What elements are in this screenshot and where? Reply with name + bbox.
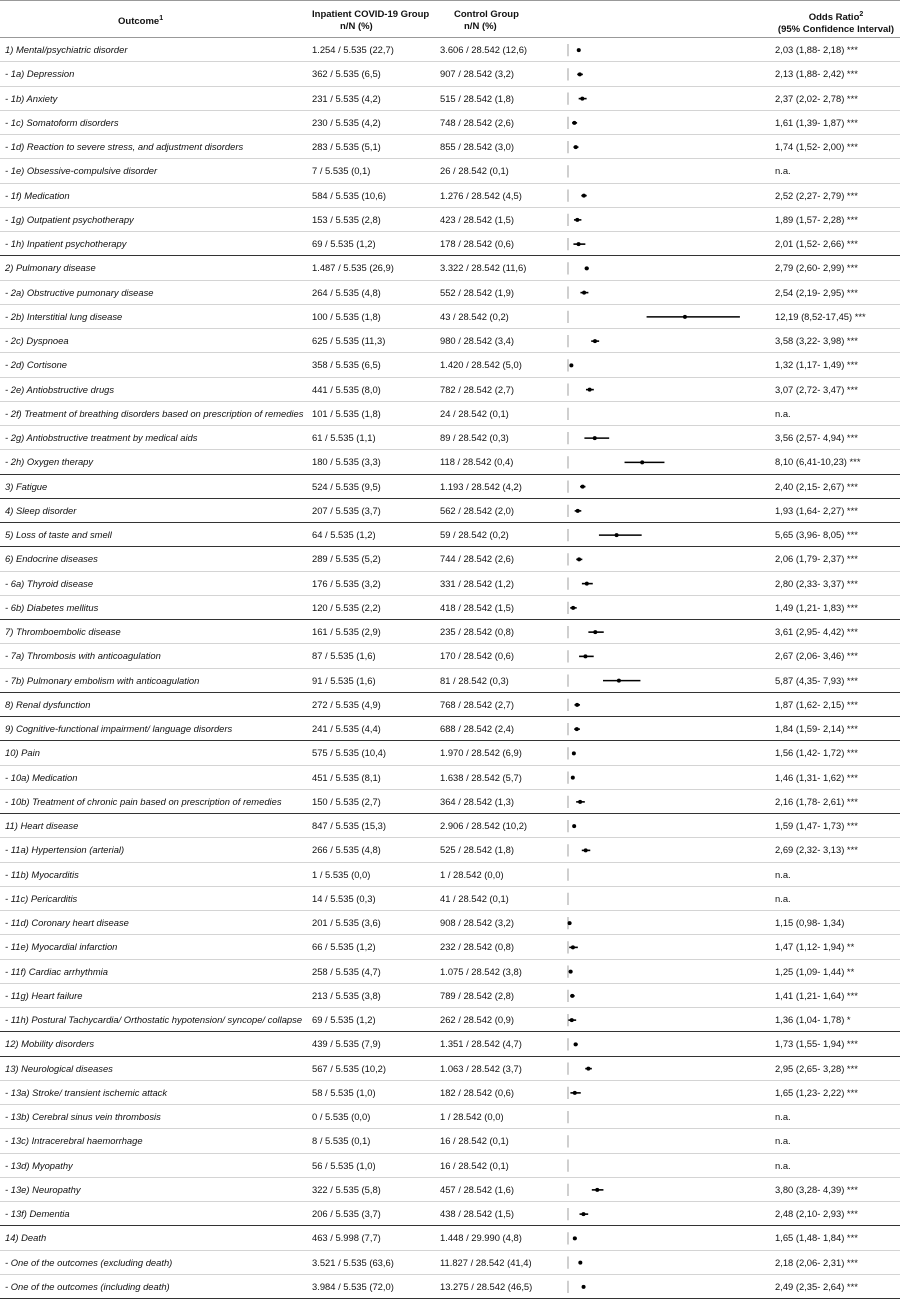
- control-count-cell: 688 / 28.542 (2,4): [440, 723, 515, 734]
- outcome-cell: - One of the outcomes (excluding death): [5, 1256, 173, 1268]
- covid-count-cell: 69 / 5.535 (1,2): [312, 238, 376, 249]
- covid-count-cell: 3.984 / 5.535 (72,0): [312, 1280, 394, 1292]
- outcome-cell: 3) Fatigue: [5, 480, 48, 492]
- outcome-cell: - 1c) Somatoform disorders: [5, 116, 119, 128]
- control-count-cell: 1.075 / 28.542 (3,8): [440, 965, 522, 977]
- table-row: [0, 111, 900, 135]
- odds-ratio-cell: 2,40 (2,15- 2,67) ***: [775, 480, 858, 492]
- odds-ratio-cell: 2,54 (2,19- 2,95) ***: [775, 286, 858, 298]
- covid-count-cell: 289 / 5.535 (5,2): [312, 553, 381, 565]
- covid-count-cell: 207 / 5.535 (3,7): [312, 504, 381, 516]
- covid-count-cell: 0 / 5.535 (0,0): [312, 1111, 371, 1122]
- covid-count-cell: 7 / 5.535 (0,1): [312, 165, 371, 177]
- odds-ratio-cell: 1,41 (1,21- 1,64) ***: [775, 989, 858, 1001]
- control-count-cell: 331 / 28.542 (1,2): [440, 577, 515, 589]
- odds-ratio-cell: n.a.: [775, 892, 791, 904]
- covid-count-cell: 283 / 5.535 (5,1): [312, 141, 381, 152]
- table-row: [0, 353, 900, 377]
- outcome-cell: - 13f) Dementia: [5, 1208, 70, 1219]
- odds-ratio-cell: 1,32 (1,17- 1,49) ***: [775, 359, 858, 371]
- odds-ratio-cell: 2,69 (2,32- 3,13) ***: [775, 844, 858, 856]
- table-row: [0, 935, 900, 959]
- odds-ratio-cell: 1,61 (1,39- 1,87) ***: [775, 116, 858, 128]
- control-count-cell: 782 / 28.542 (2,7): [440, 383, 515, 395]
- covid-count-cell: 180 / 5.535 (3,3): [312, 456, 381, 468]
- table-row: [0, 62, 900, 86]
- table-row: [0, 329, 900, 353]
- table-row: [0, 1154, 900, 1178]
- outcome-cell: - 6b) Diabetes mellitus: [5, 601, 99, 613]
- odds-ratio-cell: 2,13 (1,88- 2,42) ***: [775, 68, 858, 80]
- outcome-cell: - 11a) Hypertension (arterial): [5, 844, 125, 856]
- control-count-cell: 3.606 / 28.542 (12,6): [440, 44, 528, 55]
- table-row: [0, 1008, 900, 1032]
- control-count-cell: 1.638 / 28.542 (5,7): [440, 771, 522, 783]
- outcome-cell: 9) Cognitive-functional impairment/ language disorders: [5, 723, 233, 734]
- outcome-cell: - 13c) Intracerebral haemorrhage: [5, 1135, 143, 1147]
- control-count-cell: 26 / 28.542 (0,1): [440, 165, 509, 177]
- table-row: [0, 1032, 900, 1056]
- table-row: [0, 256, 900, 280]
- outcome-cell: 1) Mental/psychiatric disorder: [5, 44, 128, 55]
- control-count-cell: 89 / 28.542 (0,3): [440, 432, 509, 443]
- odds-ratio-cell: 1,36 (1,04- 1,78) *: [775, 1014, 851, 1025]
- odds-ratio-cell: 1,56 (1,42- 1,72) ***: [775, 747, 858, 759]
- outcome-cell: - 2f) Treatment of breathing disorders based on prescription of remedies: [5, 407, 304, 419]
- outcome-cell: - One of the outcomes (including death): [5, 1280, 170, 1292]
- control-count-cell: 744 / 28.542 (2,6): [440, 553, 515, 565]
- control-count-cell: 232 / 28.542 (0,8): [440, 941, 515, 953]
- outcome-cell: - 7b) Pulmonary embolism with anticoagulation: [5, 674, 200, 686]
- control-count-cell: 24 / 28.542 (0,1): [440, 407, 509, 419]
- table-row: [0, 887, 900, 911]
- control-count-cell: 1 / 28.542 (0,0): [440, 1111, 504, 1122]
- outcome-cell: - 1f) Medication: [5, 189, 70, 201]
- odds-ratio-cell: 2,06 (1,79- 2,37) ***: [775, 553, 858, 565]
- outcome-cell: - 1a) Depression: [5, 68, 75, 80]
- control-count-cell: 1.351 / 28.542 (4,7): [440, 1038, 522, 1050]
- odds-ratio-cell: n.a.: [775, 1111, 791, 1122]
- table-row: [0, 984, 900, 1008]
- outcome-cell: - 13d) Myopathy: [5, 1159, 73, 1171]
- outcome-cell: 11) Heart disease: [5, 820, 79, 831]
- control-count-cell: 1.276 / 28.542 (4,5): [440, 189, 522, 201]
- table-row: [0, 281, 900, 305]
- covid-count-cell: 206 / 5.535 (3,7): [312, 1208, 381, 1219]
- control-count-cell: 3.322 / 28.542 (11,6): [440, 262, 527, 274]
- covid-count-cell: 584 / 5.535 (10,6): [312, 189, 387, 201]
- outcome-cell: - 10a) Medication: [5, 771, 78, 783]
- outcome-cell: 10) Pain: [5, 747, 40, 759]
- control-count-cell: 552 / 28.542 (1,9): [440, 286, 515, 298]
- covid-count-cell: 120 / 5.535 (2,2): [312, 601, 381, 613]
- outcome-cell: - 10b) Treatment of chronic pain based on prescription of remedies: [5, 795, 282, 807]
- covid-count-cell: 213 / 5.535 (3,8): [312, 989, 381, 1001]
- table-row: [0, 1057, 900, 1081]
- odds-ratio-cell: 3,80 (3,28- 4,39) ***: [775, 1183, 858, 1195]
- odds-ratio-cell: 5,65 (3,96- 8,05) ***: [775, 529, 858, 540]
- control-count-cell: 855 / 28.542 (3,0): [440, 141, 515, 152]
- odds-ratio-cell: 2,79 (2,60- 2,99) ***: [775, 262, 858, 274]
- covid-count-cell: 524 / 5.535 (9,5): [312, 480, 381, 492]
- outcome-cell: - 2b) Interstitial lung disease: [5, 310, 123, 322]
- odds-ratio-cell: 2,16 (1,78- 2,61) ***: [775, 795, 858, 807]
- table-row: [0, 208, 900, 232]
- outcome-cell: - 2a) Obstructive pumonary disease: [5, 286, 154, 298]
- odds-ratio-cell: 2,01 (1,52- 2,66) ***: [775, 238, 858, 249]
- covid-count-cell: 66 / 5.535 (1,2): [312, 941, 376, 953]
- control-count-cell: 16 / 28.542 (0,1): [440, 1159, 509, 1171]
- outcome-cell: - 2h) Oxygen therapy: [5, 456, 94, 468]
- table-row: [0, 693, 900, 717]
- covid-count-cell: 322 / 5.535 (5,8): [312, 1183, 381, 1195]
- table-row: [0, 402, 900, 426]
- odds-ratio-cell: 1,65 (1,48- 1,84) ***: [775, 1232, 858, 1244]
- outcome-cell: - 11f) Cardiac arrhythmia: [5, 965, 108, 977]
- table-row: [0, 547, 900, 571]
- covid-count-cell: 100 / 5.535 (1,8): [312, 310, 381, 322]
- outcome-cell: 14) Death: [5, 1232, 47, 1244]
- outcome-cell: 13) Neurological diseases: [5, 1062, 113, 1074]
- control-count-cell: 182 / 28.542 (0,6): [440, 1086, 515, 1098]
- outcome-cell: 8) Renal dysfunction: [5, 698, 91, 710]
- odds-ratio-cell: 1,47 (1,12- 1,94) **: [775, 941, 855, 953]
- control-count-cell: 11.827 / 28.542 (41,4): [440, 1256, 532, 1268]
- odds-ratio-cell: 2,67 (2,06- 3,46) ***: [775, 650, 858, 662]
- outcome-cell: - 1d) Reaction to severe stress, and adjustment disorders: [5, 141, 244, 152]
- odds-ratio-cell: 2,18 (2,06- 2,31) ***: [775, 1256, 858, 1268]
- table-row: [0, 863, 900, 887]
- odds-ratio-cell: 1,46 (1,31- 1,62) ***: [775, 771, 858, 783]
- outcome-cell: - 1g) Outpatient psychotherapy: [5, 213, 134, 225]
- odds-ratio-cell: 3,58 (3,22- 3,98) ***: [775, 335, 858, 346]
- control-count-cell: 16 / 28.542 (0,1): [440, 1135, 509, 1147]
- covid-count-cell: 258 / 5.535 (4,7): [312, 965, 381, 977]
- odds-ratio-cell: 3,61 (2,95- 4,42) ***: [775, 626, 858, 637]
- covid-count-cell: 91 / 5.535 (1,6): [312, 674, 376, 686]
- control-count-cell: 81 / 28.542 (0,3): [440, 674, 509, 686]
- odds-ratio-cell: n.a.: [775, 1159, 791, 1171]
- outcome-cell: - 11d) Coronary heart disease: [5, 917, 129, 928]
- covid-count-cell: 176 / 5.535 (3,2): [312, 577, 381, 589]
- odds-ratio-cell: 3,07 (2,72- 3,47) ***: [775, 383, 858, 395]
- odds-ratio-cell: 1,87 (1,62- 2,15) ***: [775, 698, 858, 710]
- table-row: [0, 838, 900, 862]
- table-row: [0, 717, 900, 741]
- control-count-cell: 43 / 28.542 (0,2): [440, 310, 509, 322]
- outcome-cell: 4) Sleep disorder: [5, 504, 77, 516]
- table-row: [0, 499, 900, 523]
- control-count-cell: 178 / 28.542 (0,6): [440, 238, 515, 249]
- odds-ratio-cell: 2,48 (2,10- 2,93) ***: [775, 1208, 858, 1219]
- table-row: [0, 159, 900, 183]
- outcome-cell: - 2d) Cortisone: [5, 359, 68, 371]
- covid-count-cell: 1 / 5.535 (0,0): [312, 868, 371, 880]
- odds-ratio-cell: 5,87 (4,35- 7,93) ***: [775, 674, 858, 686]
- covid-count-cell: 575 / 5.535 (10,4): [312, 747, 387, 759]
- table-row: [0, 305, 900, 329]
- covid-count-cell: 451 / 5.535 (8,1): [312, 771, 381, 783]
- covid-count-cell: 441 / 5.535 (8,0): [312, 383, 381, 395]
- table-row: [0, 184, 900, 208]
- control-count-cell: 1.970 / 28.542 (6,9): [440, 747, 522, 759]
- table-row: [0, 814, 900, 838]
- control-count-cell: 457 / 28.542 (1,6): [440, 1183, 515, 1195]
- odds-ratio-cell: 2,49 (2,35- 2,64) ***: [775, 1280, 858, 1292]
- control-count-cell: 423 / 28.542 (1,5): [440, 213, 515, 225]
- covid-count-cell: 847 / 5.535 (15,3): [312, 820, 387, 831]
- covid-count-cell: 58 / 5.535 (1,0): [312, 1086, 376, 1098]
- covid-count-cell: 64 / 5.535 (1,2): [312, 529, 376, 540]
- outcome-cell: 6) Endocrine diseases: [5, 553, 98, 565]
- outcome-cell: - 2g) Antiobstructive treatment by medical aids: [5, 432, 198, 443]
- covid-count-cell: 272 / 5.535 (4,9): [312, 698, 381, 710]
- covid-count-cell: 8 / 5.535 (0,1): [312, 1135, 371, 1147]
- outcome-cell: - 2c) Dyspnoea: [5, 335, 69, 346]
- control-count-cell: 515 / 28.542 (1,8): [440, 92, 515, 104]
- table-row: [0, 1202, 900, 1226]
- table-row: [0, 669, 900, 693]
- control-count-cell: 262 / 28.542 (0,9): [440, 1014, 515, 1025]
- covid-count-cell: 439 / 5.535 (7,9): [312, 1038, 381, 1050]
- outcome-cell: 5) Loss of taste and smell: [5, 529, 112, 540]
- control-count-cell: 1.193 / 28.542 (4,2): [440, 480, 522, 492]
- control-count-cell: 1.420 / 28.542 (5,0): [440, 359, 522, 371]
- covid-count-cell: 56 / 5.535 (1,0): [312, 1159, 376, 1171]
- control-count-cell: 418 / 28.542 (1,5): [440, 601, 515, 613]
- table-row: [0, 378, 900, 402]
- control-count-cell: 170 / 28.542 (0,6): [440, 650, 515, 662]
- table-row: [0, 1226, 900, 1250]
- table-row: [0, 1105, 900, 1129]
- odds-ratio-cell: 1,93 (1,64- 2,27) ***: [775, 504, 858, 516]
- covid-count-cell: 1.487 / 5.535 (26,9): [312, 262, 394, 274]
- covid-count-cell: 69 / 5.535 (1,2): [312, 1014, 376, 1025]
- control-count-cell: 1.448 / 29.990 (4,8): [440, 1232, 522, 1244]
- control-count-cell: 980 / 28.542 (3,4): [440, 335, 515, 346]
- control-count-cell: 1 / 28.542 (0,0): [440, 868, 504, 880]
- table-row: [0, 450, 900, 474]
- table-row: [0, 135, 900, 159]
- covid-count-cell: 362 / 5.535 (6,5): [312, 68, 381, 80]
- control-count-cell: 235 / 28.542 (0,8): [440, 626, 515, 637]
- odds-ratio-cell: 2,80 (2,33- 3,37) ***: [775, 577, 858, 589]
- odds-ratio-cell: n.a.: [775, 165, 791, 177]
- table-row: [0, 960, 900, 984]
- covid-count-cell: 266 / 5.535 (4,8): [312, 844, 381, 856]
- table-row: [0, 1178, 900, 1202]
- table-row: [0, 1251, 900, 1275]
- table-row: [0, 87, 900, 111]
- odds-ratio-cell: 2,37 (2,02- 2,78) ***: [775, 92, 858, 104]
- odds-ratio-cell: 1,49 (1,21- 1,83) ***: [775, 601, 858, 613]
- control-count-cell: 562 / 28.542 (2,0): [440, 504, 515, 516]
- odds-ratio-cell: n.a.: [775, 407, 791, 419]
- outcome-cell: - 1h) Inpatient psychotherapy: [5, 238, 127, 249]
- control-count-cell: 907 / 28.542 (3,2): [440, 68, 515, 80]
- table-row: [0, 572, 900, 596]
- outcome-cell: - 2e) Antiobstructive drugs: [5, 383, 115, 395]
- table-row: [0, 644, 900, 668]
- odds-ratio-cell: 2,95 (2,65- 3,28) ***: [775, 1062, 858, 1074]
- control-count-cell: 525 / 28.542 (1,8): [440, 844, 515, 856]
- covid-count-cell: 358 / 5.535 (6,5): [312, 359, 381, 371]
- covid-count-cell: 150 / 5.535 (2,7): [312, 795, 381, 807]
- outcome-cell: - 1b) Anxiety: [5, 92, 58, 104]
- odds-ratio-cell: 12,19 (8,52-17,45) ***: [775, 310, 866, 322]
- odds-ratio-cell: 1,74 (1,52- 2,00) ***: [775, 141, 858, 152]
- odds-ratio-cell: n.a.: [775, 868, 791, 880]
- control-count-cell: 908 / 28.542 (3,2): [440, 917, 515, 928]
- outcome-cell: - 11b) Myocarditis: [5, 868, 79, 880]
- table-row: [0, 741, 900, 765]
- odds-ratio-cell: 1,25 (1,09- 1,44) **: [775, 965, 855, 977]
- covid-count-cell: 230 / 5.535 (4,2): [312, 116, 381, 128]
- outcome-cell: - 11g) Heart failure: [5, 989, 83, 1001]
- control-count-cell: 41 / 28.542 (0,1): [440, 892, 509, 904]
- control-count-cell: 768 / 28.542 (2,7): [440, 698, 515, 710]
- odds-ratio-cell: 8,10 (6,41-10,23) ***: [775, 456, 861, 468]
- table-row: [0, 911, 900, 935]
- covid-count-cell: 153 / 5.535 (2,8): [312, 213, 381, 225]
- covid-count-cell: 1.254 / 5.535 (22,7): [312, 44, 394, 55]
- control-count-cell: 438 / 28.542 (1,5): [440, 1208, 515, 1219]
- table-row: [0, 596, 900, 620]
- control-count-cell: 1.063 / 28.542 (3,7): [440, 1062, 522, 1074]
- covid-count-cell: 161 / 5.535 (2,9): [312, 626, 381, 637]
- table-row: [0, 1275, 900, 1299]
- control-count-cell: 118 / 28.542 (0,4): [440, 456, 514, 468]
- covid-count-cell: 14 / 5.535 (0,3): [312, 892, 376, 904]
- odds-ratio-cell: 1,84 (1,59- 2,14) ***: [775, 723, 858, 734]
- outcome-cell: - 11e) Myocardial infarction: [5, 941, 118, 953]
- odds-ratio-cell: 1,15 (0,98- 1,34): [775, 917, 845, 928]
- covid-count-cell: 625 / 5.535 (11,3): [312, 335, 386, 346]
- outcome-cell: - 13b) Cerebral sinus vein thrombosis: [5, 1111, 161, 1122]
- header-control: Control Group n/N (%): [454, 9, 519, 32]
- table-header: [0, 0, 900, 38]
- control-count-cell: 789 / 28.542 (2,8): [440, 989, 515, 1001]
- odds-ratio-cell: n.a.: [775, 1135, 791, 1147]
- table-row: [0, 426, 900, 450]
- odds-ratio-cell: 1,65 (1,23- 2,22) ***: [775, 1086, 858, 1098]
- covid-count-cell: 567 / 5.535 (10,2): [312, 1062, 387, 1074]
- table-row: [0, 620, 900, 644]
- covid-count-cell: 463 / 5.998 (7,7): [312, 1232, 381, 1244]
- table-row: [0, 523, 900, 547]
- control-count-cell: 364 / 28.542 (1,3): [440, 795, 515, 807]
- odds-ratio-cell: 1,89 (1,57- 2,28) ***: [775, 213, 858, 225]
- table-row: [0, 766, 900, 790]
- control-count-cell: 59 / 28.542 (0,2): [440, 529, 509, 540]
- header-covid: Inpatient COVID-19 Group n/N (%): [312, 9, 430, 32]
- outcome-cell: - 6a) Thyroid disease: [5, 577, 94, 589]
- covid-count-cell: 201 / 5.535 (3,6): [312, 917, 381, 928]
- table-row: [0, 1129, 900, 1153]
- odds-ratio-cell: 2,03 (1,88- 2,18) ***: [775, 44, 858, 55]
- table-row: [0, 790, 900, 814]
- odds-ratio-cell: 2,52 (2,27- 2,79) ***: [775, 189, 858, 201]
- outcome-cell: 12) Mobility disorders: [5, 1038, 95, 1050]
- outcome-cell: - 13e) Neuropathy: [5, 1183, 81, 1195]
- covid-count-cell: 241 / 5.535 (4,4): [312, 723, 381, 734]
- odds-ratio-cell: 3,56 (2,57- 4,94) ***: [775, 432, 858, 443]
- covid-count-cell: 3.521 / 5.535 (63,6): [312, 1256, 394, 1268]
- outcome-cell: 7) Thromboembolic disease: [5, 626, 121, 637]
- table-row: [0, 38, 900, 62]
- outcome-cell: - 1e) Obsessive-compulsive disorder: [5, 165, 158, 177]
- outcome-cell: - 11c) Pericarditis: [5, 892, 78, 904]
- control-count-cell: 748 / 28.542 (2,6): [440, 116, 515, 128]
- control-count-cell: 2.906 / 28.542 (10,2): [440, 820, 528, 831]
- header-outcome: Outcome$^1$: [118, 15, 164, 28]
- outcome-cell: - 13a) Stroke/ transient ischemic attack: [5, 1086, 168, 1098]
- table-row: [0, 1081, 900, 1105]
- covid-count-cell: 61 / 5.535 (1,1): [312, 432, 376, 443]
- table-row: [0, 475, 900, 499]
- covid-count-cell: 101 / 5.535 (1,8): [312, 407, 381, 419]
- outcome-cell: 2) Pulmonary disease: [5, 262, 96, 274]
- header-odds-ratio: Odds Ratio$^2$ (95% Confidence Interval): [777, 11, 895, 36]
- odds-ratio-cell: 1,73 (1,55- 1,94) ***: [775, 1038, 858, 1050]
- control-count-cell: 13.275 / 28.542 (46,5): [440, 1280, 533, 1292]
- outcome-cell: - 11h) Postural Tachycardia/ Orthostatic hypotension/ syncope/ collapse: [5, 1014, 303, 1025]
- covid-count-cell: 231 / 5.535 (4,2): [312, 92, 381, 104]
- covid-count-cell: 264 / 5.535 (4,8): [312, 286, 381, 298]
- table-row: [0, 232, 900, 256]
- outcome-cell: - 7a) Thrombosis with anticoagulation: [5, 650, 161, 662]
- odds-ratio-cell: 1,59 (1,47- 1,73) ***: [775, 820, 858, 831]
- covid-count-cell: 87 / 5.535 (1,6): [312, 650, 376, 662]
